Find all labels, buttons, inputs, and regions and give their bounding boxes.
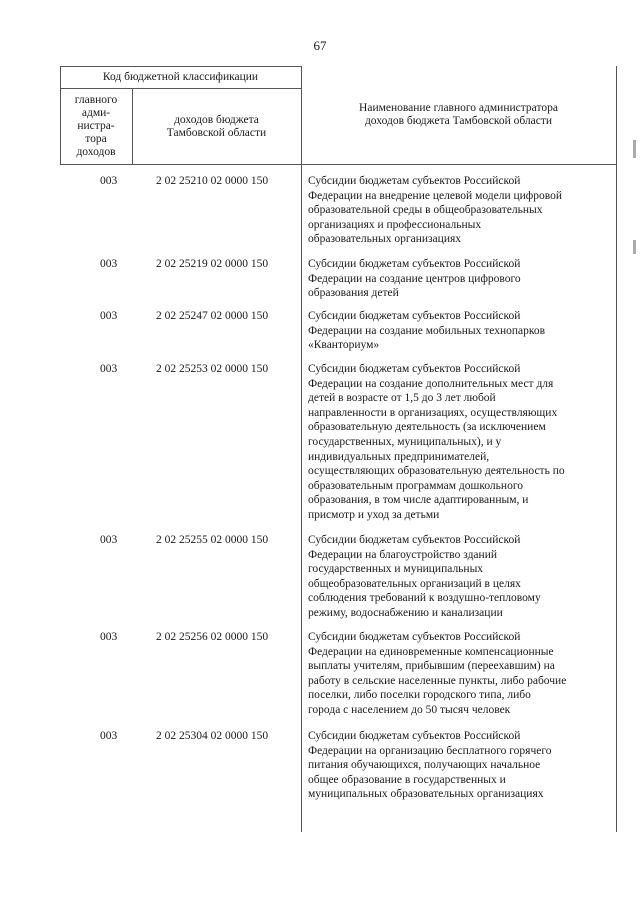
income-code: 2 02 25210 02 0000 150 [156, 175, 269, 187]
admin-code: 003 [100, 363, 118, 375]
admin-code: 003 [100, 310, 118, 322]
header-admin-code: главного адми- нистра- тора доходов [74, 94, 118, 158]
scan-edge-mark [633, 140, 636, 158]
income-name: Субсидии бюджетам субъектов Российской Федерации на создание мобильных технопарков «Кванториум» [308, 310, 546, 352]
income-name: Субсидии бюджетам субъектов Российской Федерации на внедрение целевой модели цифровой образовательной среды в общеобразовательных организациях и профессиональных образовательных организациях [308, 175, 563, 246]
income-code: 2 02 25253 02 0000 150 [156, 363, 269, 375]
income-name: Субсидии бюджетам субъектов Российской Федерации на создание дополнительных мест для детей в возрасте от 1,5 до 3 лет любой направленности в организациях, осуществляющих образовательную деятельность (за исключением государственных, муниципальных), и у индивидуальных предпринимателей, осуществляющих образовательную деятельность по образовательным программам дошкольного образования, в том числе адаптированным, и присмотр и уход за детьми [308, 363, 565, 521]
admin-code: 003 [100, 631, 118, 643]
income-name: Субсидии бюджетам субъектов Российской Федерации на единовременные компенсационные выплаты учителям, прибывшим (переехавшим) на работу в сельские населенные пункты, либо рабочие поселки, либо поселки городского типа, либо города с населением до 50 тысяч человек [308, 631, 567, 716]
admin-code: 003 [100, 175, 118, 187]
admin-code: 003 [100, 534, 118, 546]
header-admin-name: Наименование главного администратора доходов бюджета Тамбовской области [359, 102, 558, 127]
income-name: Субсидии бюджетам субъектов Российской Федерации на благоустройство зданий государственных и муниципальных общеобразовательных организаций в целях соблюдения требований к воздушно-тепловому режиму, водоснабжению и канализации [308, 534, 541, 619]
income-code: 2 02 25304 02 0000 150 [156, 730, 269, 742]
income-name: Субсидии бюджетам субъектов Российской Федерации на создание центров цифрового образования детей [308, 258, 521, 300]
column-divider-name [301, 66, 302, 832]
header-income-code: доходов бюджета Тамбовской области [166, 114, 267, 139]
scan-edge-mark [633, 240, 636, 254]
income-code: 2 02 25247 02 0000 150 [156, 310, 269, 322]
header-bottom-border [60, 164, 616, 165]
header-group-title: Код бюджетной классификации [102, 71, 259, 83]
income-code: 2 02 25219 02 0000 150 [156, 258, 269, 270]
income-code: 2 02 25255 02 0000 150 [156, 534, 269, 546]
group-header-divider [60, 88, 301, 89]
admin-code: 003 [100, 258, 118, 270]
admin-code: 003 [100, 730, 118, 742]
table-top-border [60, 66, 301, 67]
budget-classification-table [60, 66, 617, 832]
income-name: Субсидии бюджетам субъектов Российской Федерации на организацию бесплатного горячего питания обучающихся, получающих начальное общее образование в государственных и муниципальных образовательных организациях [308, 730, 552, 801]
page-number: 67 [313, 38, 327, 53]
income-code: 2 02 25256 02 0000 150 [156, 631, 269, 643]
